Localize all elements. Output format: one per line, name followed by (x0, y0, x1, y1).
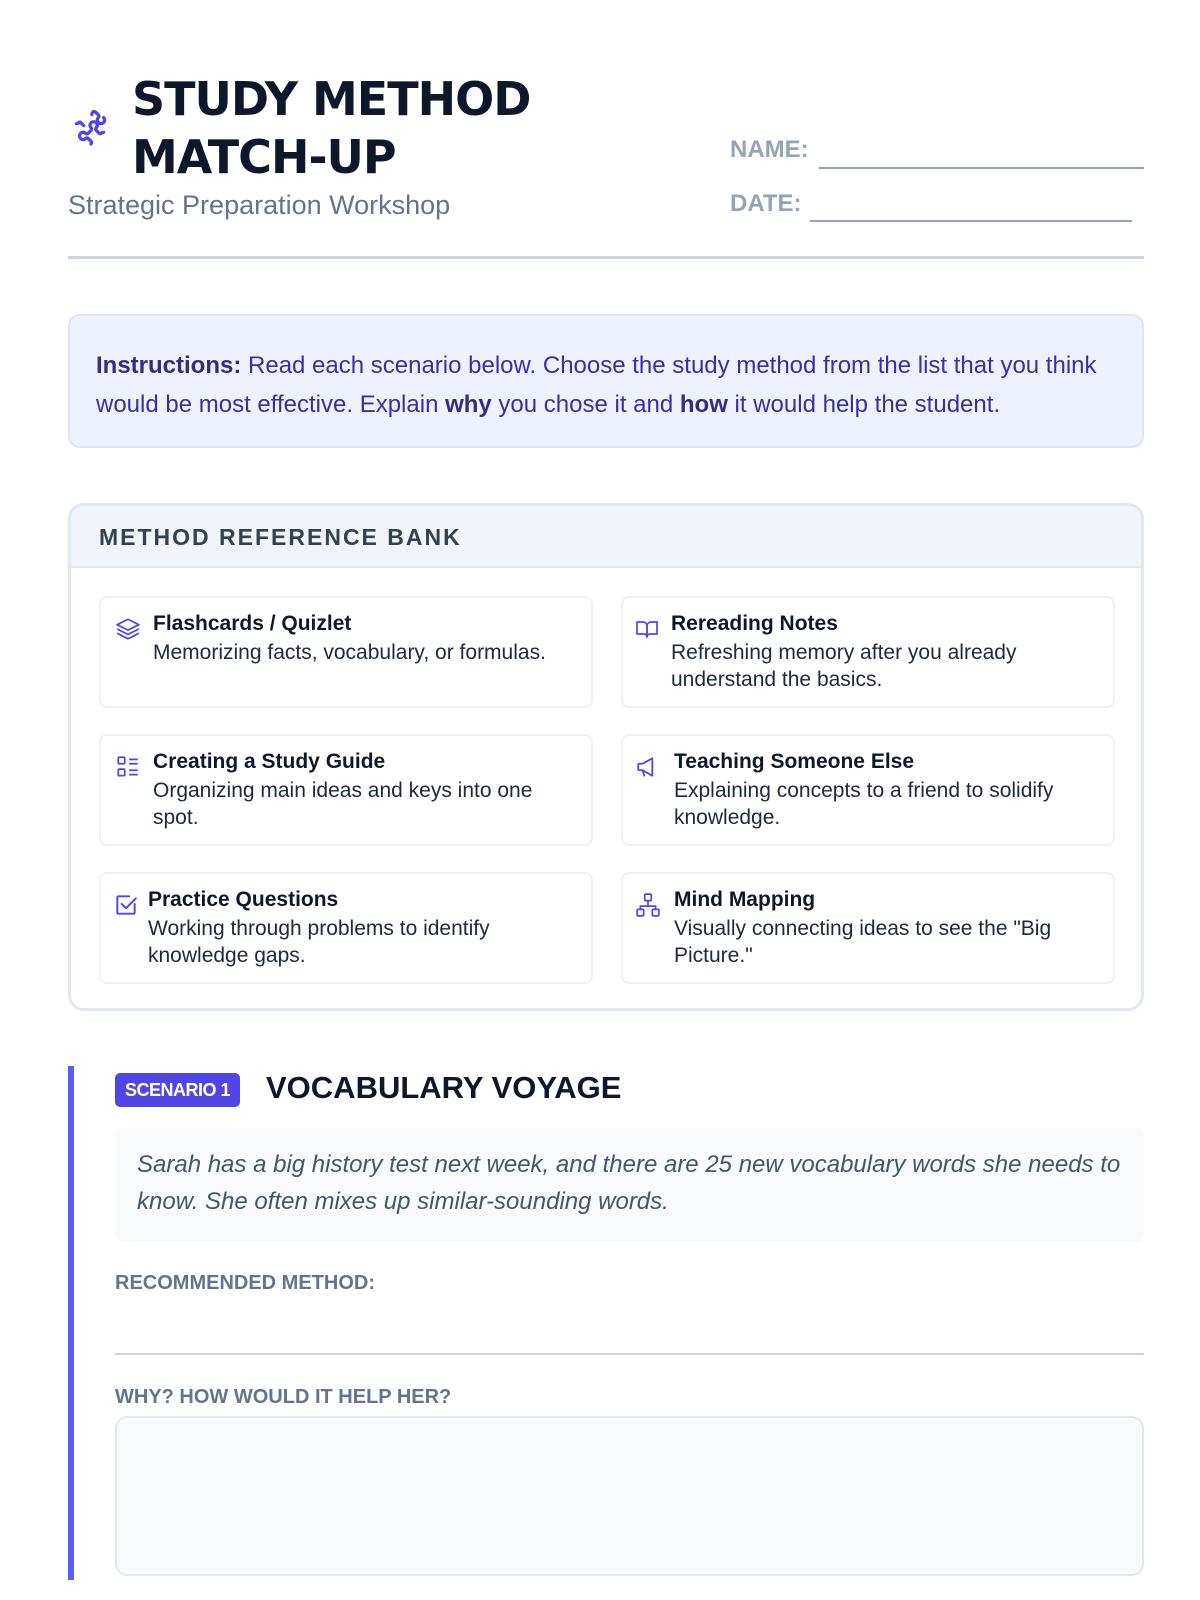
bank-heading: METHOD REFERENCE BANK (71, 506, 1141, 568)
title-line-1: STUDY METHOD (132, 72, 531, 126)
method-description: Working through problems to identify knowledge gaps. (148, 917, 490, 967)
method-card-rereading (621, 596, 1115, 708)
method-card-practice-questions (99, 872, 593, 984)
page-subtitle: Strategic Preparation Workshop (68, 190, 451, 220)
name-label: NAME: (730, 136, 809, 163)
recommended-method-label: RECOMMENDED METHOD: (115, 1272, 375, 1294)
method-reference-bank (68, 503, 1144, 1011)
scenario-badge: SCENARIO 1 (115, 1073, 240, 1107)
method-title: Rereading Notes (671, 612, 838, 635)
scenario-title: VOCABULARY VOYAGE (266, 1070, 622, 1105)
scenario-accent-bar (68, 1066, 74, 1580)
book-open-icon (635, 616, 659, 642)
name-field[interactable] (819, 167, 1144, 169)
puzzle-icon (68, 106, 112, 150)
page-title (132, 70, 692, 186)
layers-icon (115, 616, 141, 642)
title-line-2: MATCH-UP (132, 130, 396, 184)
instructions-box (68, 314, 1144, 448)
worksheet-header (68, 70, 1144, 260)
method-description: Visually connecting ideas to see the "Big Picture." (674, 917, 1052, 967)
list-icon (115, 754, 141, 780)
method-card-teaching (621, 734, 1115, 846)
date-label: DATE: (730, 190, 802, 217)
method-title: Creating a Study Guide (153, 750, 386, 773)
network-icon (635, 892, 661, 918)
instructions-text-1: Read each scenario below. Choose the study method from the list that you think would be most effective. Explain (96, 352, 1097, 418)
method-description: Explaining concepts to a friend to solidify knowledge. (674, 779, 1054, 829)
instructions-text-3: it would help the student. (727, 391, 1001, 418)
method-description: Refreshing memory after you already understand the basics. (671, 641, 1017, 691)
instructions-emphasis-how: how (679, 391, 728, 418)
scenario-description: Sarah has a big history test next week, and there are 25 new vocabulary words she needs to know. She often mixes up similar-sounding words. (115, 1128, 1144, 1242)
instructions-emphasis-why: why (445, 391, 492, 418)
method-title: Teaching Someone Else (674, 750, 915, 773)
method-title: Flashcards / Quizlet (153, 612, 352, 635)
why-how-label: WHY? HOW WOULD IT HELP HER? (115, 1386, 452, 1408)
method-title: Practice Questions (148, 888, 339, 911)
instructions-text-2: you chose it and (491, 391, 680, 418)
method-card-mind-mapping (621, 872, 1115, 984)
date-field[interactable] (810, 220, 1132, 222)
method-card-study-guide (99, 734, 593, 846)
megaphone-icon (635, 754, 661, 780)
checkbox-icon (113, 892, 139, 918)
method-description: Memorizing facts, vocabulary, or formulas. (153, 641, 546, 664)
method-description: Organizing main ideas and keys into one spot. (153, 779, 533, 829)
recommended-method-answer-line[interactable] (115, 1353, 1144, 1355)
why-how-answer-box[interactable] (115, 1416, 1144, 1576)
instructions-lead: Instructions: (96, 352, 242, 379)
header-divider (68, 256, 1144, 259)
method-title: Mind Mapping (674, 888, 816, 911)
method-card-flashcards (99, 596, 593, 708)
